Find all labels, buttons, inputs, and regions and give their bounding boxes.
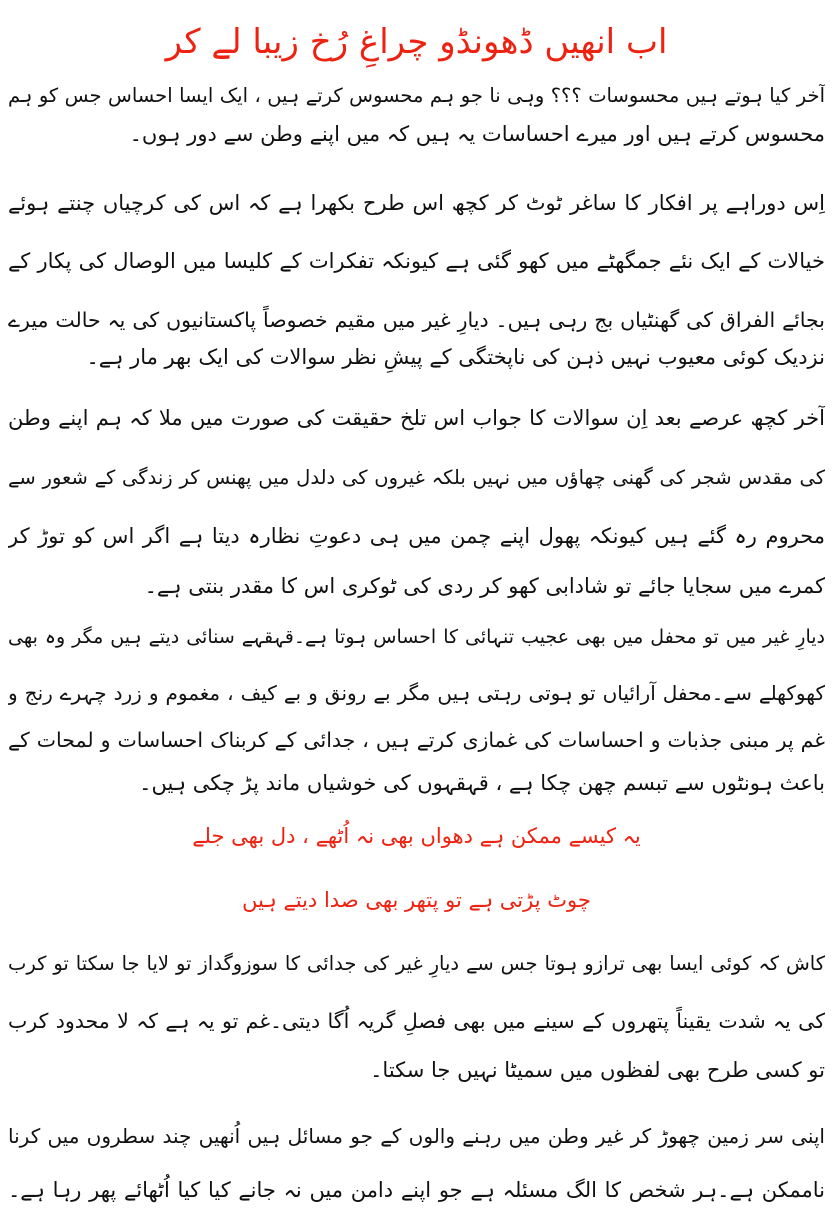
paragraph-4-line-4: باعث ہونٹوں سے تبسم چھن چکا ہے ، قہقہوں کی خوشیاں ماند پڑ چکی ہیں۔ bbox=[139, 771, 825, 795]
article-title: اب انھیں ڈھونڈو چراغِ رُخ زیبا لے کر bbox=[165, 22, 668, 62]
paragraph-3-line-1: آخر کچھ عرصے بعد اِن سوالات کا جواب اس تلخ حقیقت کی صورت میں ملا کہ ہم اپنے وطن bbox=[8, 406, 825, 430]
paragraph-5-line-2: کی یہ شدت یقیناً پتھروں کے سینے میں بھی فصلِ گریہ اُگا دیتی۔غم تو یہ ہے کہ لا محدود کرب bbox=[8, 1009, 825, 1033]
paragraph-6-line-2: ناممکن ہے۔ہر شخص کا الگ مسئلہ ہے جو اپنے دامن میں نہ جانے کیا کیا اُٹھائے پھر رہا ہے۔ bbox=[8, 1178, 825, 1202]
verse-line-1: یہ کیسے ممکن ہے دھواں بھی نہ اُٹھے ، دل بھی جلے bbox=[192, 824, 641, 848]
paragraph-3-line-3: محروم رہ گئے ہیں کیونکہ پھول اپنے چمن میں ہی دعوتِ نظارہ دیتا ہے اگر اس کو توڑ کر bbox=[8, 524, 825, 548]
paragraph-4-line-1: دیارِ غیر میں تو محفل میں بھی عجیب تنہائی کا احساس ہوتا ہے۔قہقہے سنائی دیتے ہیں مگر وہ بھی bbox=[8, 626, 825, 648]
paragraph-1-line-2: محسوس کرتے ہیں اور میرے احساسات یہ ہیں کہ میں اپنے وطن سے دور ہوں۔ bbox=[129, 122, 825, 146]
paragraph-5-line-3: تو کسی طرح بھی لفظوں میں سمیٹا نہیں جا سکتا۔ bbox=[370, 1058, 825, 1082]
paragraph-3-line-2: کی مقدس شجر کی گھنی چھاؤں میں نہیں بلکہ غیروں کی دلدل میں پھنس کر زندگی کے شعور سے bbox=[8, 466, 825, 489]
paragraph-6-line-1: اپنی سر زمین چھوڑ کر غیر وطن میں رہنے والوں کے جو مسائل ہیں اُنھیں چند سطروں میں کرنا bbox=[8, 1124, 825, 1148]
verse-line-2: چوٹ پڑتی ہے تو پتھر بھی صدا دیتے ہیں bbox=[242, 888, 591, 912]
paragraph-2-line-1: اِس دوراہے پر افکار کا ساغر ٹوٹ کر کچھ اس طرح بکھرا ہے کہ اس کی کرچیاں چنتے ہوئے bbox=[8, 191, 825, 215]
paragraph-4-line-3: غم پر مبنی جذبات و احساسات کی غمازی کرتے ہیں ، جدائی کے کربناک احساسات و لمحات کے bbox=[8, 728, 825, 752]
paragraph-2-line-2: خیالات کے ایک نئے جمگھٹے میں کھو گئی ہے کیونکہ تفکرات کے کلیسا میں الوصال کی پکار کے bbox=[8, 249, 825, 273]
paragraph-5-line-1: کاش کہ کوئی ایسا بھی ترازو ہوتا جس سے دیارِ غیر کی جدائی کا سوزوگداز تو لایا جا سکتا تو کرب bbox=[8, 952, 825, 975]
paragraph-2-line-3: بجائے الفراق کی گھنٹیاں بج رہی ہیں۔ دیارِ غیر میں مقیم خصوصاً پاکستانیوں کی یہ حالت میرے bbox=[8, 308, 825, 332]
paragraph-4-line-2: کھوکھلے سے۔محفل آرائیاں تو ہوتی رہتی ہیں مگر بے رونق و بے کیف ، مغموم و زرد چہرے رنج و bbox=[8, 681, 825, 705]
paragraph-1-line-1: آخر کیا ہوتے ہیں محسوسات ؟؟؟ وہی نا جو ہم محسوس کرتے ہیں ، ایک ایسا احساس جس کو ہم bbox=[8, 84, 825, 107]
paragraph-3-line-4: کمرے میں سجایا جائے تو شادابی کھو کر ردی کی ٹوکری اس کا مقدر بنتی ہے۔ bbox=[144, 574, 825, 598]
paragraph-2-line-4: نزدیک کوئی معیوب نہیں ذہن کی ناپختگی کے پیشِ نظر سوالات کی ایک بھر مار ہے۔ bbox=[86, 345, 825, 369]
